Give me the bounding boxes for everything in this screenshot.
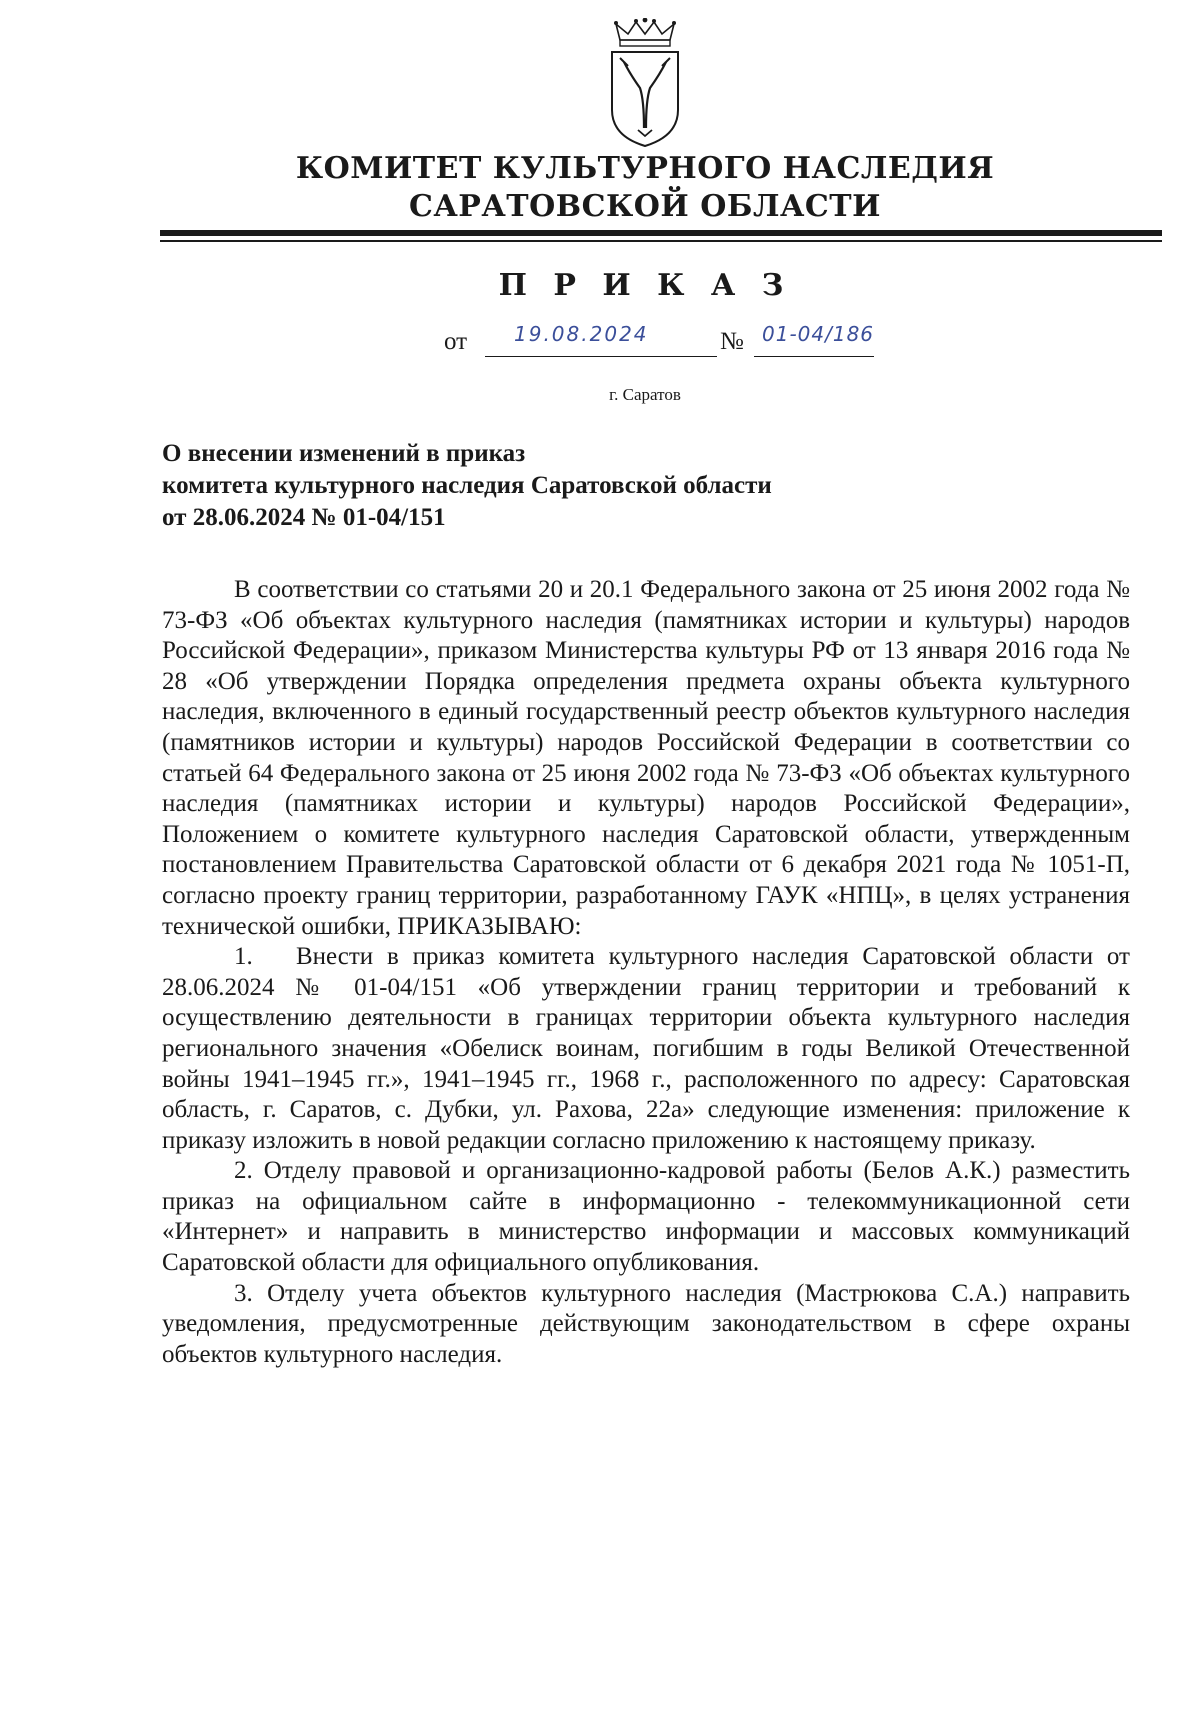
date-number-line xyxy=(444,322,894,366)
item-1-number: 1. xyxy=(234,943,253,971)
subject-line-2: комитета культурного наследия Саратовской области xyxy=(162,472,772,499)
city-label: г. Саратов xyxy=(609,385,681,404)
document-type-title: П Р И К А З xyxy=(498,268,792,303)
item-2-paragraph: 2. Отделу правовой и организационно-кадровой работы (Белов А.К.) разместить приказ на официальном сайте в информационно - телекоммуникационной сети «Интернет» и направить в министерство информации и массовых коммуникаций Саратовской области для официального опубликования. xyxy=(162,1157,1130,1277)
order-subject xyxy=(162,438,1062,534)
handwritten-order-number: 01-04/186 xyxy=(762,322,875,346)
order-body xyxy=(162,575,1130,1370)
date-from-label: от xyxy=(444,328,468,355)
item-1-text: Внести в приказ комитета культурного наследия Саратовской области от 28.06.2024 № 01-04/151 «Об утверждении границ территории и требований к осуществлению деятельности в границах территории объекта культурного наследия регионального значения «Обелиск воинам, погибшим в годы Великой Отечественной войны 1941–1945 гг.», 1941–1945 гг., 1968 г., расположенного по адресу: Саратовская область, г. Саратов, с. Дубки, ул. Рахова, 22а» следующие изменения: приложение к приказу изложить в новой редакции согласно приложению к настоящему приказу. xyxy=(162,943,1130,1154)
subject-line-3: от 28.06.2024 № 01-04/151 xyxy=(162,504,446,531)
header-rule-thin xyxy=(160,240,1162,242)
org-name-line-1: КОМИТЕТ КУЛЬТУРНОГО НАСЛЕДИЯ xyxy=(295,151,995,186)
number-sign-label: № xyxy=(720,328,744,355)
organization-name xyxy=(160,150,1130,226)
preamble-text: В соответствии со статьями 20 и 20.1 Федерального закона от 25 июня 2002 года № 73-ФЗ «Об объектах культурного наследия (памятниках истории и культуры) народов Российской Федерации», приказом Министерства культуры РФ от 13 января 2016 года № 28 «Об утверждении Порядка определения предмета охраны объекта культурного наследия, включенного в единый государственный реестр объектов культурного наследия (памятников истории и культуры) народов Российской Федерации в соответствии со статьей 64 Федерального закона от 25 июня 2002 года № 73-ФЗ «Об объектах культурного наследия (памятниках истории и культуры) народов Российской Федерации», Положением о комитете культурного наследия Саратовской области, утвержденным постановлением Правительства Саратовской области от 6 декабря 2021 года № 1051-П, согласно проекту границ территории, разработанному ГАУК «НПЦ», в целях устранения технической ошибки, xyxy=(162,576,1130,940)
decree-word: ПРИКАЗЫВАЮ: xyxy=(397,912,582,940)
handwritten-date: 19.08.2024 xyxy=(514,322,649,346)
preamble-paragraph xyxy=(162,575,1130,942)
item-1-paragraph xyxy=(162,942,1130,1156)
subject-line-1: О внесении изменений в приказ xyxy=(162,440,526,467)
header-rule-thick xyxy=(160,230,1162,236)
org-name-line-2: САРАТОВСКОЙ ОБЛАСТИ xyxy=(409,189,881,224)
item-3-paragraph: 3. Отделу учета объектов культурного наследия (Мастрюкова С.А.) направить уведомления, предусмотренные действующим законодательством в сфере охраны объектов культурного наследия. xyxy=(162,1279,1130,1368)
saratov-coat-of-arms-icon xyxy=(606,18,684,148)
